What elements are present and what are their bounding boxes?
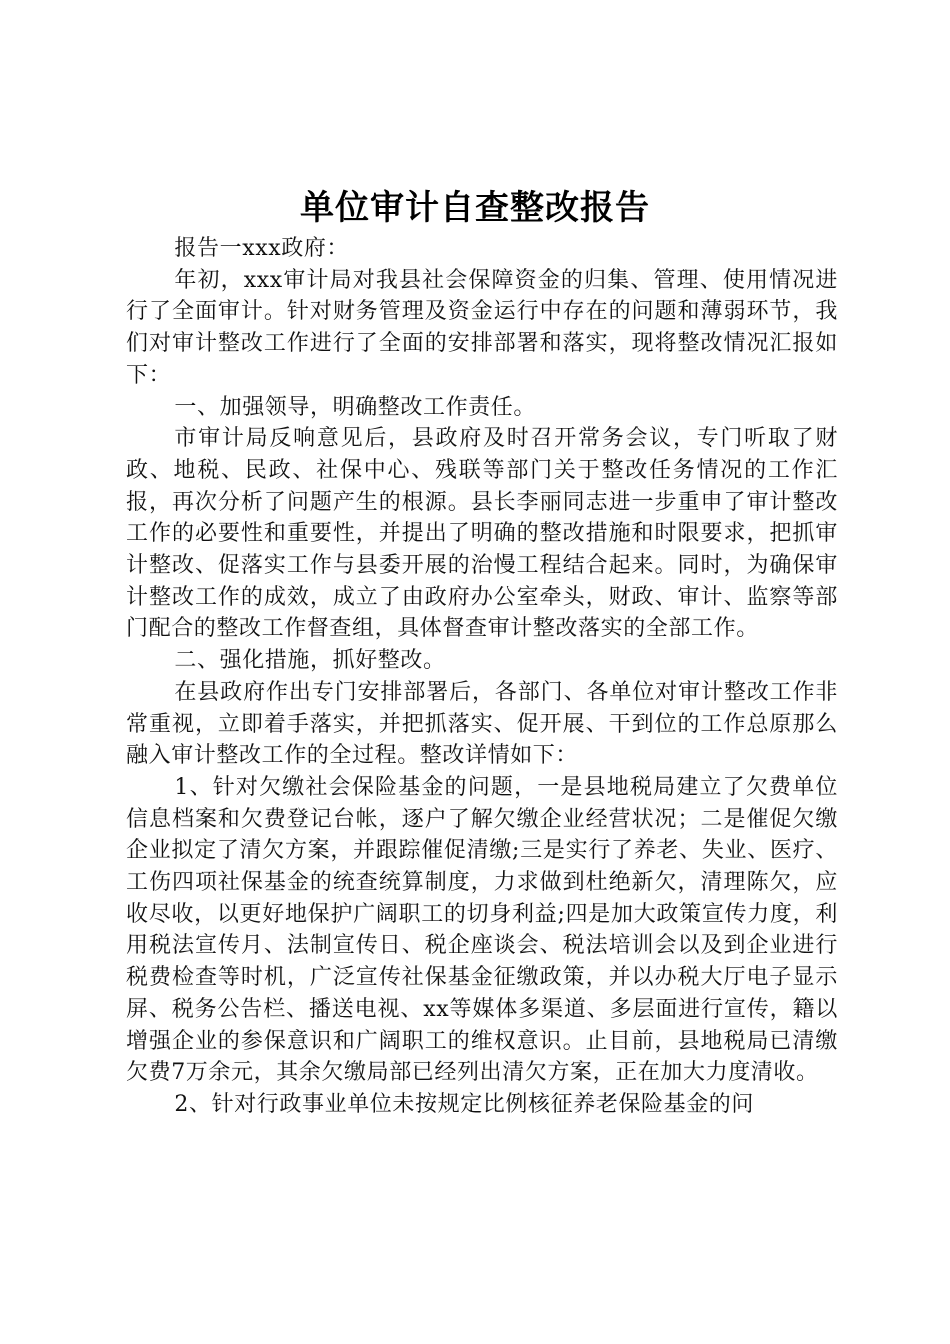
- section-heading-2: 二、强化措施，抓好整改。: [174, 648, 446, 674]
- paragraph-item-2: 2、针对行政事业单位未按规定比例核征养老保险基金的问: [174, 1091, 754, 1117]
- paragraph-intro: 年初，xxx审计局对我县社会保障资金的归集、管理、使用情况进行了全面审计。针对财务管理及资金运行中存在的问题和薄弱环节，我们对审计整改工作进行了全面的安排部署和落实，现将整改情况汇报如下：: [126, 267, 838, 388]
- paragraph-section-2: 在县政府作出专门安排部署后，各部门、各单位对审计整改工作非常重视，立即着手落实，并把抓落实、促开展、干到位的工作总原那么融入审计整改工作的全过程。整改详情如下：: [126, 679, 838, 769]
- paragraph-salutation: 报告一xxx政府：: [174, 236, 350, 261]
- paragraph-item-1: 1、针对欠缴社会保险基金的问题，一是县地税局建立了欠费单位信息档案和欠费登记台帐，逐户了解欠缴企业经营状况；二是催促欠缴企业拟定了清欠方案，并跟踪催促清缴;三是实行了养老、失业、医疗、工伤四项社保基金的统查统算制度，力求做到杜绝新欠，清理陈欠，应收尽收，以更好地保护广阔职工的切身利益;四是加大政策宣传力度，利用税法宣传月、法制宣传日、税企座谈会、税法培训会以及到企业进行税费检查等时机，广泛宣传社保基金征缴政策，并以办税大厅电子显示屏、税务公告栏、播送电视、xx等媒体多渠道、多层面进行宣传，籍以增强企业的参保意识和广阔职工的维权意识。止目前，县地税局已清缴欠费7万余元，其余欠缴局部已经列出清欠方案，正在加大力度清收。: [126, 774, 838, 1086]
- document-body: [126, 233, 838, 1121]
- paragraph-section-1: 市审计局反响意见后，县政府及时召开常务会议，专门听取了财政、地税、民政、社保中心、残联等部门关于整改任务情况的工作汇报，再次分析了问题产生的根源。县长李丽同志进一步重申了审计整改工作的必要性和重要性，并提出了明确的整改措施和时限要求，把抓审计整改、促落实工作与县委开展的治慢工程结合起来。同时，为确保审计整改工作的成效，成立了由政府办公室牵头，财政、审计、监察等部门配合的整改工作督查组，具体督查审计整改落实的全部工作。: [126, 426, 838, 642]
- document-title: 单位审计自查整改报告: [300, 188, 650, 228]
- section-heading-1: 一、加强领导，明确整改工作责任。: [174, 394, 536, 420]
